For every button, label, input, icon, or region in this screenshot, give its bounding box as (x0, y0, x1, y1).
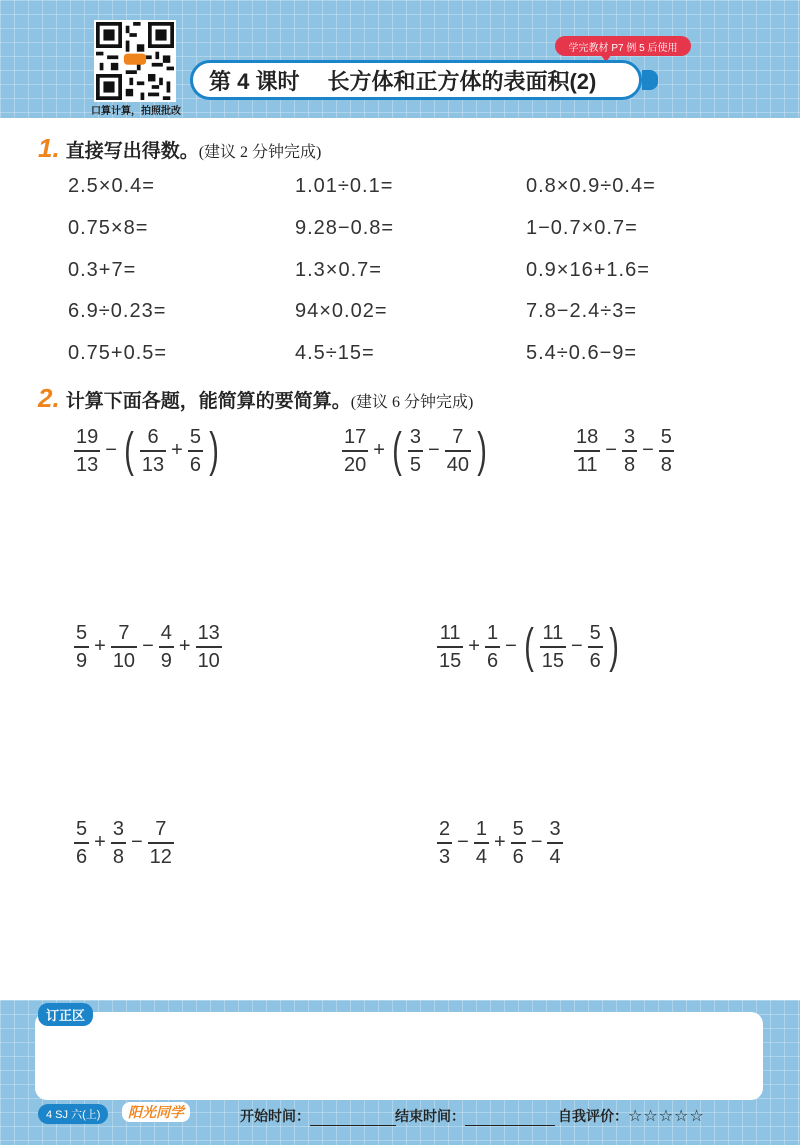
end-time-label: 结束时间： (395, 1108, 465, 1124)
fraction (159, 622, 174, 672)
numerator: 3 (409, 426, 422, 448)
operator: − (605, 439, 617, 462)
fraction-bar (485, 646, 500, 648)
denominator: 15 (541, 649, 564, 672)
self-eval-field (558, 1106, 705, 1126)
numerator: 5 (660, 426, 672, 448)
operator: + (493, 831, 506, 854)
numerator: 1 (475, 818, 487, 840)
oral-item[interactable]: 2.5×0.4= (68, 175, 155, 197)
operator: + (468, 635, 480, 658)
numerator: 11 (542, 622, 564, 644)
fraction (474, 818, 489, 868)
operator: + (373, 439, 385, 462)
fraction-bar (140, 450, 166, 452)
fraction-bar (659, 450, 674, 452)
qr-caption: 口算计算，拍照批改 (91, 106, 181, 117)
denominator: 3 (439, 845, 451, 868)
denominator: 13 (76, 453, 99, 476)
operator: + (171, 439, 183, 462)
fraction-bar (511, 842, 526, 844)
fraction (342, 426, 368, 476)
oral-item[interactable]: 4.5÷15= (295, 342, 375, 364)
oral-item[interactable]: 0.8×0.9÷0.4= (526, 175, 656, 197)
fraction-bar (437, 646, 463, 648)
numerator: 13 (197, 622, 220, 644)
fraction-bar (474, 842, 489, 844)
self-eval-label: 自我评价： (558, 1108, 628, 1124)
oral-item[interactable]: 1.01÷0.1= (295, 175, 394, 197)
denominator: 11 (576, 453, 598, 476)
fraction (511, 818, 526, 868)
oral-item[interactable]: 0.75+0.5= (68, 342, 168, 364)
fraction (140, 426, 166, 476)
section-1-heading (38, 133, 321, 164)
fraction (111, 622, 137, 672)
fraction (74, 426, 100, 476)
numerator: 7 (452, 426, 464, 448)
oral-item[interactable]: 0.3+7= (68, 259, 137, 281)
denominator: 10 (112, 649, 136, 672)
expression-1[interactable] (72, 423, 223, 477)
section-2-title: 计算下面各题，能简算的要简算。 (65, 391, 351, 412)
denominator: 9 (160, 649, 172, 672)
qr-code-icon (96, 22, 174, 100)
fraction (574, 426, 600, 476)
numerator: 7 (118, 622, 130, 644)
fraction-bar (445, 450, 471, 452)
operator: − (570, 635, 583, 658)
section-2-heading (38, 383, 473, 414)
operator: + (94, 635, 106, 658)
fraction (445, 426, 471, 476)
fraction (437, 818, 452, 868)
qr-code[interactable] (94, 20, 176, 102)
numerator: 5 (76, 818, 88, 840)
fraction-bar (159, 646, 174, 648)
section-2-hint: (建议 6 分钟完成) (350, 394, 474, 411)
oral-item[interactable]: 0.75×8= (68, 217, 149, 239)
fraction (622, 426, 637, 476)
expression-2[interactable] (340, 423, 491, 477)
operator: − (457, 831, 469, 854)
lesson-number: 第 4 课时 (209, 68, 300, 94)
denominator: 8 (660, 453, 672, 476)
fraction (547, 818, 562, 868)
expression-4[interactable] (72, 622, 224, 672)
fraction (188, 426, 203, 476)
denominator: 20 (344, 453, 367, 476)
operator: − (130, 831, 143, 854)
fraction-bar (74, 450, 100, 452)
denominator: 9 (76, 649, 88, 672)
right-paren: ) (608, 619, 619, 673)
fraction (588, 622, 603, 672)
lesson-title-box (190, 60, 642, 100)
denominator: 6 (189, 453, 201, 476)
section-1-number: 1. (38, 133, 60, 163)
oral-item[interactable]: 6.9÷0.23= (68, 300, 167, 322)
numerator: 1 (486, 622, 499, 644)
operator: − (642, 439, 654, 462)
fraction-bar (588, 646, 603, 648)
left-paren: ( (523, 619, 534, 673)
fraction (408, 426, 423, 476)
rating-stars-icon[interactable]: ☆☆☆☆☆ (628, 1108, 705, 1125)
fraction-bar (408, 450, 423, 452)
numerator: 5 (189, 426, 201, 448)
fraction (74, 818, 89, 868)
end-time-line[interactable] (465, 1111, 555, 1126)
expression-7[interactable] (435, 818, 565, 868)
right-paren: ) (477, 423, 487, 477)
numerator: 2 (439, 818, 451, 840)
numerator: 4 (160, 622, 172, 644)
operator: − (142, 635, 154, 658)
denominator: 6 (486, 649, 499, 672)
lesson-topic: 长方体和正方体的表面积(2) (327, 68, 597, 94)
oral-item[interactable]: 5.4÷0.6−9= (526, 342, 638, 364)
fraction-bar (111, 646, 137, 648)
denominator: 6 (512, 845, 524, 868)
denominator: 8 (112, 845, 124, 868)
page-number: 4 SJ 六(上) (38, 1104, 108, 1124)
numerator: 7 (155, 818, 167, 840)
numerator: 6 (147, 426, 159, 448)
left-paren: ( (392, 423, 402, 477)
fraction-bar (74, 646, 89, 648)
operator: + (178, 635, 191, 658)
fraction (437, 622, 463, 672)
numerator: 19 (76, 426, 99, 448)
denominator: 10 (197, 649, 220, 672)
fraction-bar (196, 646, 222, 648)
fraction-bar (74, 842, 89, 844)
denominator: 15 (439, 649, 462, 672)
fraction-bar (540, 646, 566, 648)
denominator: 6 (76, 845, 88, 868)
fraction (74, 622, 89, 672)
operator: − (530, 831, 543, 854)
right-paren: ) (209, 423, 219, 477)
fraction (196, 622, 222, 672)
oral-item[interactable]: 0.9×16+1.6= (526, 259, 650, 281)
fraction-bar (437, 842, 452, 844)
fraction (540, 622, 566, 672)
denominator: 12 (149, 845, 172, 868)
operator: − (105, 439, 117, 462)
expression-6[interactable] (72, 818, 176, 868)
fraction (485, 622, 500, 672)
numerator: 3 (112, 818, 124, 840)
fraction (111, 818, 126, 868)
numerator: 11 (439, 622, 461, 644)
usage-badge: 学完教材 P7 例 5 后使用 (555, 36, 691, 56)
numerator: 3 (623, 426, 636, 448)
fraction (659, 426, 674, 476)
numerator: 17 (344, 426, 367, 448)
oral-item[interactable]: 9.28−0.8= (295, 217, 395, 239)
fraction-bar (574, 450, 600, 452)
denominator: 4 (549, 845, 561, 868)
end-time-field[interactable] (395, 1106, 555, 1126)
fraction-bar (622, 450, 637, 452)
section-1-title: 直接写出得数。 (65, 141, 199, 162)
denominator: 4 (475, 845, 487, 868)
fraction-bar (188, 450, 203, 452)
fraction-bar (111, 842, 126, 844)
start-time-label: 开始时间： (240, 1108, 310, 1124)
oral-item[interactable]: 1.3×0.7= (295, 259, 382, 281)
fraction-bar (148, 842, 174, 844)
oral-item[interactable]: 1−0.7×0.7= (526, 217, 638, 239)
operator: + (94, 831, 106, 854)
denominator: 6 (589, 649, 601, 672)
denominator: 13 (141, 453, 165, 476)
correction-label: 订正区 (38, 1003, 93, 1026)
numerator: 5 (76, 622, 88, 644)
fraction-bar (547, 842, 562, 844)
operator: − (505, 635, 517, 658)
numerator: 5 (589, 622, 601, 644)
numerator: 18 (576, 426, 599, 448)
section-2-number: 2. (38, 383, 60, 413)
start-time-line[interactable] (310, 1111, 396, 1126)
denominator: 40 (446, 453, 469, 476)
brand-logo: 阳光同学 (122, 1102, 190, 1122)
expression-3[interactable] (572, 426, 676, 476)
denominator: 8 (623, 453, 636, 476)
operator: − (428, 439, 440, 462)
denominator: 5 (409, 453, 422, 476)
numerator: 5 (512, 818, 524, 840)
expression-5[interactable] (435, 619, 623, 673)
left-paren: ( (124, 423, 134, 477)
title-tab-decoration (642, 70, 658, 90)
oral-item[interactable]: 94×0.02= (295, 300, 388, 322)
numerator: 3 (549, 818, 561, 840)
fraction (148, 818, 174, 868)
fraction-bar (342, 450, 368, 452)
section-1-hint: (建议 2 分钟完成) (198, 144, 322, 161)
oral-item[interactable]: 7.8−2.4÷3= (526, 300, 638, 322)
correction-area[interactable] (35, 1012, 763, 1100)
start-time-field[interactable] (240, 1106, 396, 1126)
